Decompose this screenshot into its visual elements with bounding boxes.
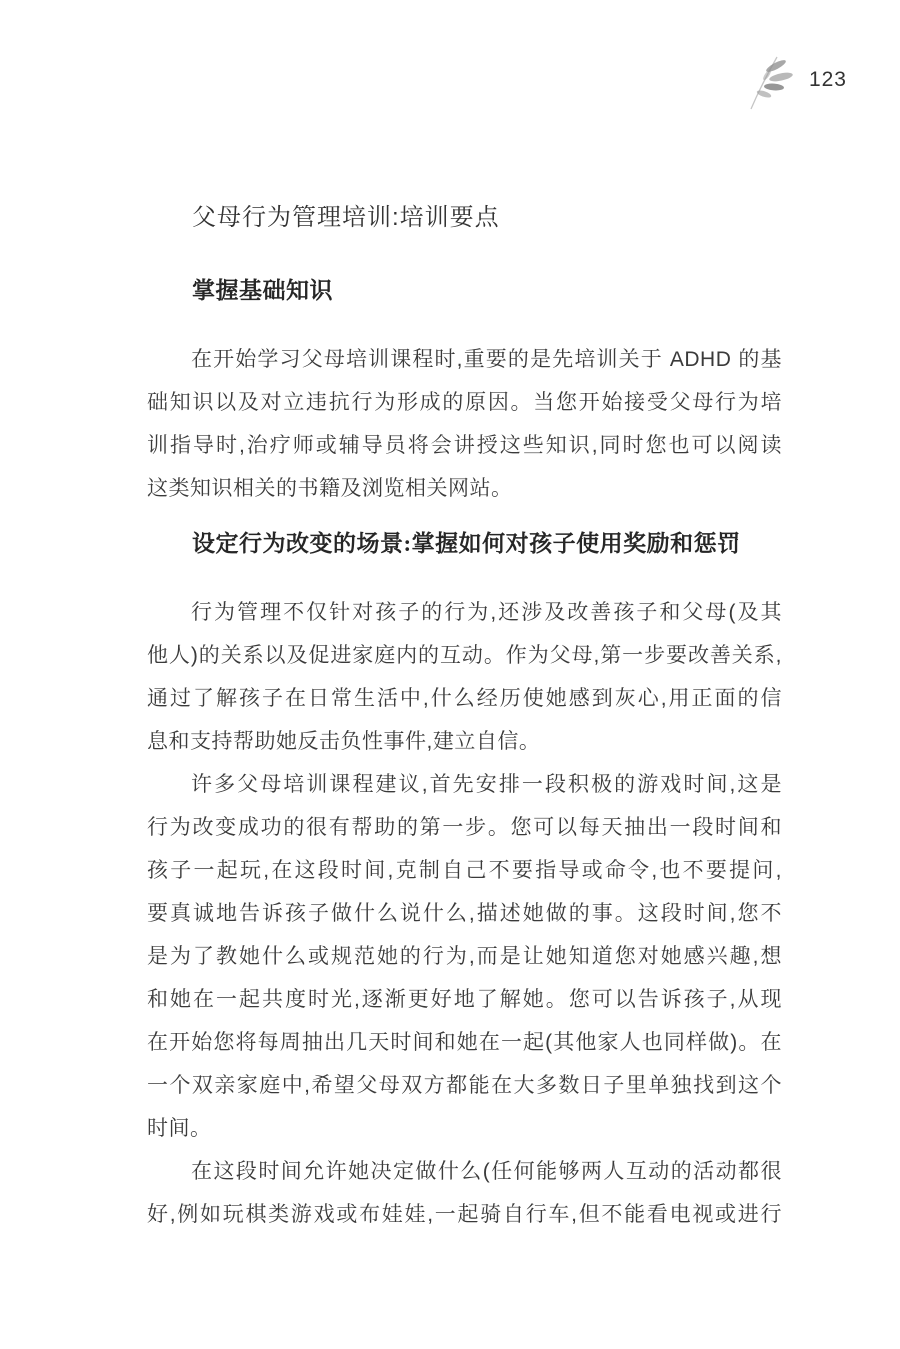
text-line: 在开始您将每周抽出几天时间和她在一起(其他家人也同样做)。在 — [147, 1031, 782, 1054]
text-line: 许多父母培训课程建议,首先安排一段积极的游戏时间,这是 — [191, 773, 782, 796]
page-header — [743, 48, 847, 112]
text-line: 这类知识相关的书籍及浏览相关网站。 — [147, 477, 513, 500]
text-line: 行为改变成功的很有帮助的第一步。您可以每天抽出一段时间和 — [147, 816, 782, 839]
text-line: 孩子一起玩,在这段时间,克制自己不要指导或命令,也不要提问, — [147, 859, 782, 882]
text-line: 在这段时间允许她决定做什么(任何能够两人互动的活动都很 — [191, 1160, 782, 1183]
paragraph — [147, 763, 782, 1150]
text-line: 行为管理不仅针对孩子的行为,还涉及改善孩子和父母(及其 — [191, 601, 782, 624]
leaf-branch-icon — [743, 49, 797, 111]
paragraph — [147, 591, 782, 763]
text-line: 通过了解孩子在日常生活中,什么经历使她感到灰心,用正面的信 — [147, 687, 782, 710]
text-line: 时间。 — [147, 1117, 212, 1140]
section-heading-rewards: 设定行为改变的场景:掌握如何对孩子使用奖励和惩罚 — [192, 531, 741, 556]
text-line: 是为了教她什么或规范她的行为,而是让她知道您对她感兴趣,想 — [147, 945, 782, 968]
page-number: 123 — [808, 68, 847, 91]
text-line: 一个双亲家庭中,希望父母双方都能在大多数日子里单独找到这个 — [147, 1074, 782, 1097]
text-line: 在开始学习父母培训课程时,重要的是先培训关于 ADHD 的基 — [191, 348, 782, 371]
section-heading-basics: 掌握基础知识 — [192, 278, 333, 303]
text-line: 础知识以及对立违抗行为形成的原因。当您开始接受父母行为培 — [147, 391, 782, 414]
text-line: 好,例如玩棋类游戏或布娃娃,一起骑自行车,但不能看电视或进行 — [147, 1203, 782, 1226]
paragraph — [147, 1150, 782, 1236]
text-line: 他人)的关系以及促进家庭内的互动。作为父母,第一步要改善关系, — [147, 644, 782, 667]
text-line: 训指导时,治疗师或辅导员将会讲授这些知识,同时您也可以阅读 — [147, 434, 782, 457]
text-line: 和她在一起共度时光,逐渐更好地了解她。您可以告诉孩子,从现 — [147, 988, 782, 1011]
paragraph — [147, 338, 782, 510]
chapter-title: 父母行为管理培训:培训要点 — [192, 204, 500, 231]
text-line: 要真诚地告诉孩子做什么说什么,描述她做的事。这段时间,您不 — [147, 902, 782, 925]
text-line: 息和支持帮助她反击负性事件,建立自信。 — [147, 730, 541, 753]
page-content — [147, 203, 782, 1236]
